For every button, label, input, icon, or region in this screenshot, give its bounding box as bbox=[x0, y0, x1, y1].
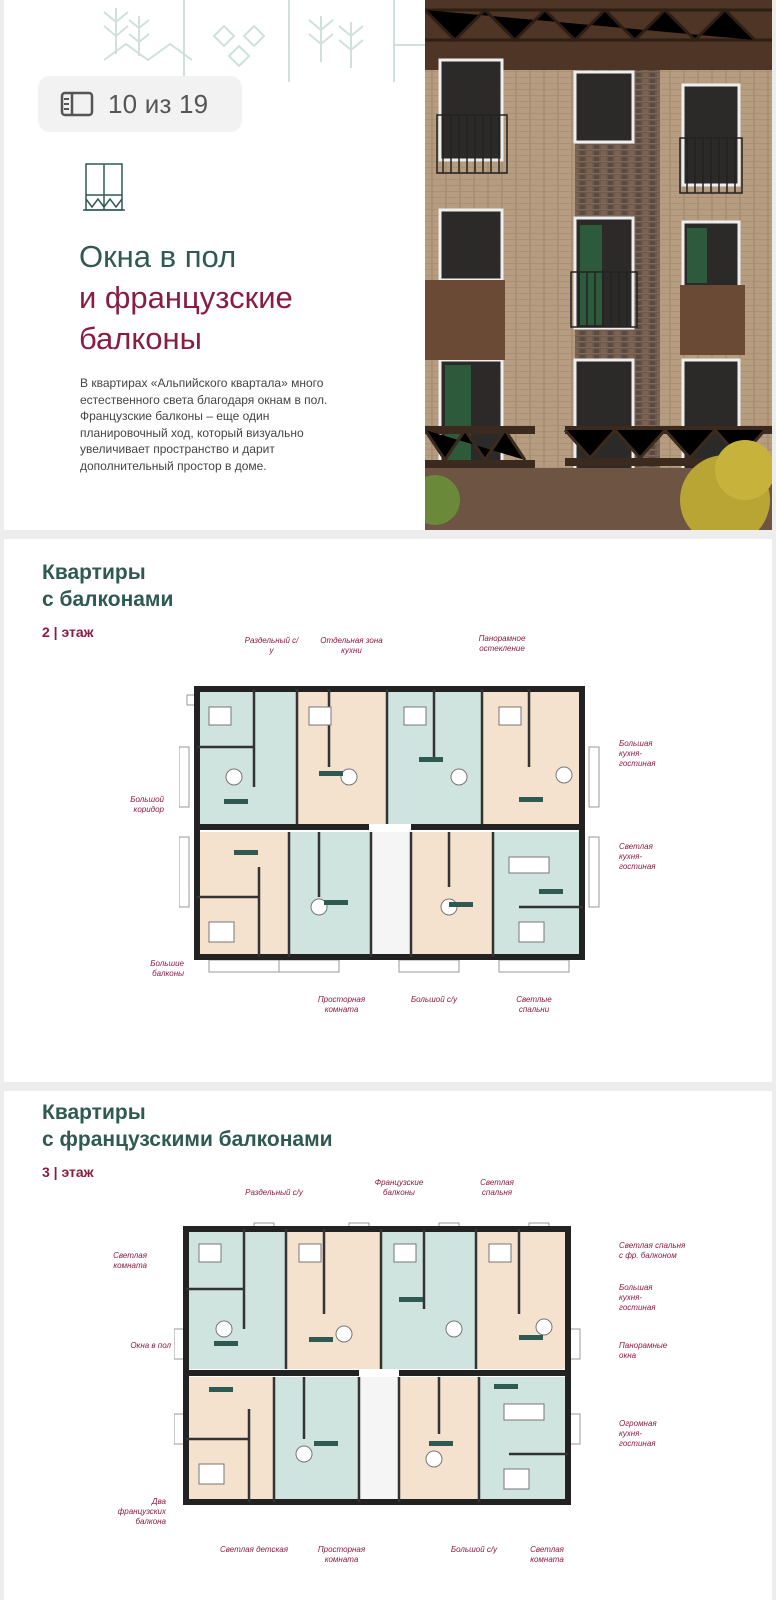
annotation-big-balconies: Большие балконы bbox=[150, 959, 184, 978]
building-facade-photo bbox=[425, 0, 772, 530]
french-window-icon bbox=[82, 163, 126, 213]
annotation-bedroom-french-balcony: Светлая спальня с фр. балконом bbox=[619, 1241, 686, 1260]
annotation-floor-windows: Окна в пол bbox=[130, 1341, 171, 1350]
annotation-separate-bathroom: Раздельный с/у bbox=[244, 636, 299, 655]
heading-line-3: балконы bbox=[79, 321, 202, 356]
heading-line-2: и французские bbox=[79, 280, 293, 315]
annotation-light-nursery: Светлая детская bbox=[220, 1545, 288, 1554]
section-title bbox=[42, 1099, 333, 1153]
heading-line-1: Окна в пол bbox=[79, 239, 237, 274]
annotation-light-kitchen: Светлая кухня-гостиная bbox=[619, 842, 656, 871]
counter-label: 10 из 19 bbox=[108, 88, 209, 119]
annotation-big-kitchen: Большая кухня-гостиная bbox=[619, 1283, 656, 1312]
slide-card-french-balconies bbox=[4, 1091, 772, 1600]
annotation-light-bedrooms: Светлые спальни bbox=[516, 995, 552, 1014]
annotation-big-bathroom: Большой с/у bbox=[450, 1545, 498, 1554]
slide-card-balconies bbox=[4, 539, 772, 1082]
annotation-huge-kitchen: Огромная кухня-гостиная bbox=[619, 1419, 657, 1448]
annotation-kitchen-zone: Отдельная зона кухни bbox=[320, 636, 383, 655]
title-line-2: с французскими балконами bbox=[42, 1128, 333, 1151]
floor-plan-2 bbox=[179, 667, 604, 989]
floor-label: 2 | этаж bbox=[42, 624, 94, 640]
annotation-big-kitchen: Большая кухня-гостиная bbox=[619, 739, 656, 768]
annotation-light-room-2: Светлая комната bbox=[530, 1545, 564, 1564]
title-line-1: Квартиры bbox=[42, 1101, 146, 1124]
annotation-light-bedroom: Светлая спальня bbox=[480, 1178, 514, 1197]
annotation-panoramic-windows: Панорамные окна bbox=[619, 1341, 668, 1360]
annotation-separate-bathroom: Раздельный с/у bbox=[245, 1188, 303, 1197]
annotation-panoramic-glazing: Панорамное остекление bbox=[478, 634, 526, 653]
title-line-1: Квартиры bbox=[42, 561, 146, 584]
annotation-two-french-balconies: Два французских балкона bbox=[117, 1497, 166, 1526]
annotation-big-corridor: Большой коридор bbox=[130, 795, 164, 814]
floor-label: 3 | этаж bbox=[42, 1164, 94, 1180]
decorative-pattern bbox=[84, 0, 429, 82]
section-title bbox=[42, 559, 173, 613]
annotation-light-room: Светлая комната bbox=[113, 1251, 147, 1270]
page-heading bbox=[79, 236, 293, 359]
slide-card-windows bbox=[4, 0, 772, 530]
annotation-spacious-room: Просторная комната bbox=[317, 1545, 366, 1564]
title-line-2: с балконами bbox=[42, 588, 174, 611]
floor-plan-3 bbox=[174, 1219, 584, 1519]
annotation-spacious-room: Просторная комната bbox=[317, 995, 366, 1014]
annotation-big-bathroom: Большой с/у bbox=[410, 995, 458, 1004]
annotation-french-balconies: Французские балконы bbox=[374, 1178, 424, 1197]
slide-counter[interactable] bbox=[38, 76, 242, 132]
book-icon bbox=[60, 91, 94, 117]
description-paragraph: В квартирах «Альпийского квартала» много естественного света благодаря окнам в пол. Французские балконы – еще один планировочный ход, который визуально увеличивает пространство и дарит дополнительный простор в доме. bbox=[80, 376, 328, 473]
